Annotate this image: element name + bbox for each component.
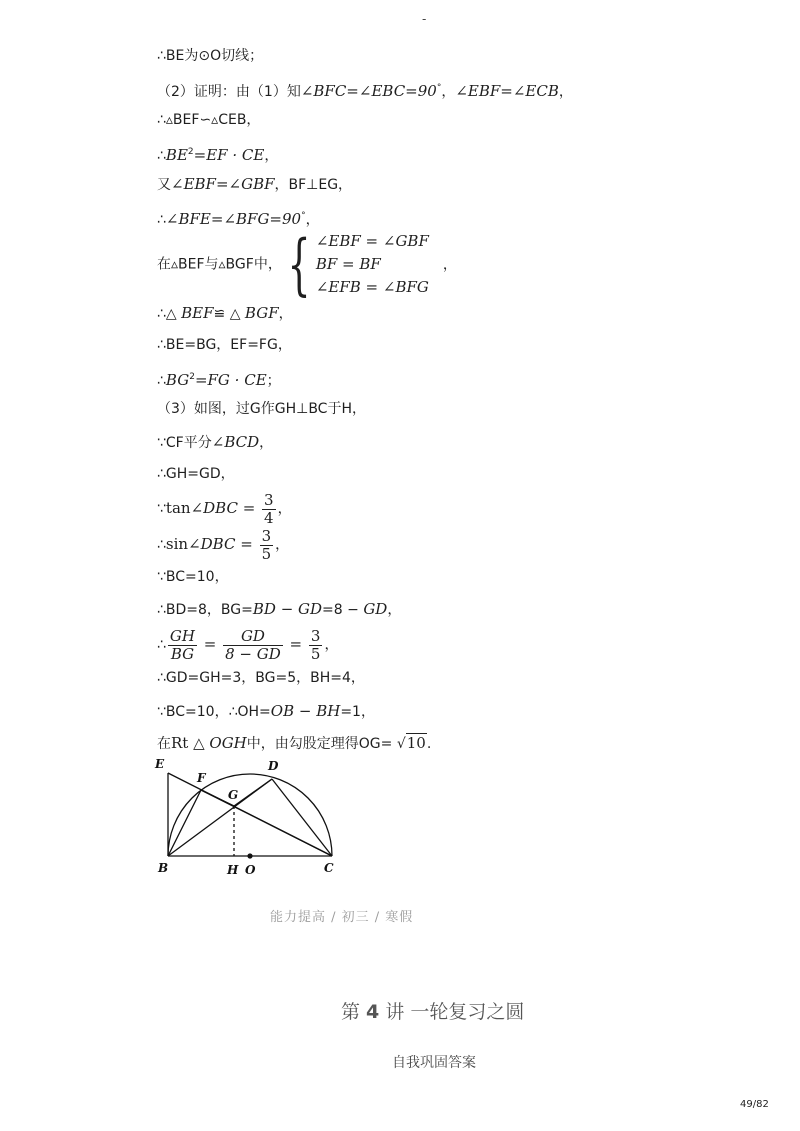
center-point-o	[247, 853, 252, 858]
solution-line-14	[157, 488, 292, 529]
line-text: ≌ △	[213, 306, 245, 322]
math-expr: GD	[363, 600, 388, 618]
solution-line-7	[157, 225, 457, 303]
solution-line-19	[157, 668, 365, 688]
line-text: ∴	[157, 148, 166, 164]
line-text: ∴△	[157, 306, 182, 322]
math-expr: =FG · CE	[194, 371, 267, 389]
denominator: 4	[264, 508, 274, 527]
math-expr: OB − BH	[270, 702, 341, 720]
chapter-name: 讲 一轮复习之圆	[379, 1001, 525, 1023]
fraction	[260, 528, 274, 563]
line-text: ，	[441, 84, 456, 100]
chapter-prefix: 第	[341, 1001, 367, 1023]
math-expr: BG	[165, 371, 190, 389]
header-mark: -	[422, 12, 427, 26]
math-expr: =EF · CE	[193, 146, 265, 164]
math-expr: BE	[165, 146, 188, 164]
solution-line-18	[157, 624, 338, 665]
math-expr: BD − GD	[252, 600, 323, 618]
equation-row: ∠EFB = ∠BFG	[315, 278, 429, 296]
geometry-diagram	[150, 752, 360, 877]
segment-dg	[234, 779, 272, 806]
solution-line-10	[157, 367, 281, 391]
sqrt-expr	[397, 736, 427, 752]
fraction	[262, 492, 276, 527]
line-text: ，	[442, 256, 457, 273]
solution-line-1	[157, 46, 263, 66]
line-text: ，	[324, 637, 339, 653]
footer-breadcrumb: 能力提高 / 初三 / 寒假	[270, 910, 414, 925]
line-text: ，	[305, 212, 320, 228]
numerator: 3	[310, 626, 321, 645]
geometry-figure	[150, 752, 360, 881]
line-text: ，	[558, 84, 573, 100]
line-text: （3）如图，过G作GH⊥BC于H，	[157, 401, 366, 417]
solution-line-4	[157, 142, 278, 166]
point-label-h: H	[227, 863, 239, 877]
point-label-c: C	[324, 861, 334, 875]
numerator: 3	[264, 490, 274, 509]
line-text: ∴GD=GH=3，BG=5，BH=4，	[157, 670, 365, 686]
math-func: sin	[165, 535, 189, 553]
equation-system	[316, 230, 429, 299]
line-text: 在▵BEF与▵BGF中，	[157, 256, 282, 273]
solution-line-21	[157, 733, 431, 754]
sqrt-sign: √	[396, 736, 406, 752]
degree-mark: °	[301, 211, 306, 221]
math-expr: ∠EBF=∠ECB	[455, 82, 559, 100]
solution-line-12	[157, 432, 273, 453]
line-text: =1，	[340, 704, 375, 720]
line-text: 又	[157, 177, 171, 193]
fraction	[168, 628, 197, 663]
line-text: ∴GH=GD，	[157, 466, 235, 482]
point-label-d: D	[268, 759, 279, 773]
solution-line-20	[157, 701, 375, 722]
line-text: 中，由勾股定理得OG=	[246, 736, 397, 752]
line-text: =8 −	[322, 602, 364, 618]
line-text: ，BF⊥EG，	[274, 177, 353, 193]
equation-row: ∠EBF = ∠GBF	[315, 232, 429, 250]
segment-bf	[168, 790, 201, 856]
fraction	[223, 628, 283, 663]
solution-line-8	[157, 303, 293, 324]
solution-line-2	[157, 78, 573, 102]
point-label-g: G	[228, 788, 239, 802]
line-text: .	[426, 736, 432, 752]
line-text: ∴BE为⊙O切线；	[157, 48, 264, 64]
solution-line-16	[157, 567, 229, 587]
line-text: ∵CF平分	[157, 435, 212, 451]
equation-row: BF = BF	[315, 255, 381, 273]
fraction	[309, 628, 323, 663]
solution-line-9	[157, 335, 292, 355]
point-label-o: O	[245, 863, 256, 877]
line-text: ∴▵BEF∽▵CEB，	[157, 112, 261, 128]
math-expr: ∠DBC =	[188, 535, 258, 553]
line-text: ∴	[157, 637, 166, 653]
math-expr: ∠BFC=∠EBC=90	[300, 82, 437, 100]
line-text: ；	[266, 373, 281, 389]
line-text: ，	[387, 602, 402, 618]
point-label-e: E	[155, 757, 165, 771]
radicand: 10	[406, 734, 426, 752]
line-text: ，	[278, 306, 293, 322]
page-number: 49/82	[740, 1099, 769, 1110]
numerator: 3	[261, 526, 272, 545]
math-expr: Rt △	[171, 734, 210, 752]
line-text: 在	[157, 736, 171, 752]
line-text: ∴	[157, 212, 166, 228]
line-text: （2）证明：由（1）知	[157, 84, 301, 100]
numerator: GD	[223, 628, 283, 646]
math-func: tan	[165, 499, 191, 517]
line-text: ∵	[157, 501, 166, 517]
math-expr: ∠DBC =	[190, 499, 261, 517]
line-text: ，	[277, 501, 292, 517]
equals: =	[284, 635, 307, 653]
section-subheading: 自我巩固答案	[392, 1055, 476, 1071]
solution-line-13	[157, 464, 235, 484]
denominator: 5	[310, 644, 321, 663]
point-label-f: F	[197, 771, 206, 785]
brace-symbol: {	[287, 225, 311, 303]
math-expr: BEF	[181, 304, 214, 322]
solution-line-15	[157, 524, 289, 565]
solution-line-3	[157, 110, 260, 130]
math-expr: OGH	[209, 734, 247, 752]
denominator: BG	[170, 644, 195, 663]
line-text: ，	[259, 435, 274, 451]
math-expr: ∠EBF=∠GBF	[171, 175, 275, 193]
denominator: 8 − GD	[225, 644, 281, 663]
line-text: ，	[275, 537, 290, 553]
math-expr: BGF	[244, 304, 279, 322]
line-text: ∴BD=8，BG=	[157, 602, 253, 618]
exponent: 2	[189, 372, 195, 382]
point-label-b: B	[158, 861, 169, 875]
numerator: GH	[169, 626, 195, 645]
line-text: ∴	[157, 373, 166, 389]
line-text: ∴	[157, 537, 166, 553]
equals: =	[199, 635, 222, 653]
line-text: ∵BC=10，∴OH=	[157, 704, 271, 720]
math-expr: ∠BCD	[211, 433, 260, 451]
chapter-title	[341, 997, 524, 1024]
chapter-number: 4	[366, 1001, 380, 1023]
line-text: ∵BC=10，	[157, 569, 229, 585]
solution-line-11	[157, 399, 366, 419]
denominator: 5	[261, 544, 272, 563]
math-expr: ∠BFE=∠BFG=90	[165, 210, 302, 228]
line-text: ∴BE=BG，EF=FG，	[157, 337, 292, 353]
exponent: 2	[187, 147, 194, 157]
line-text: ，	[264, 148, 279, 164]
degree-mark: °	[436, 83, 442, 93]
solution-line-5	[157, 174, 352, 195]
solution-line-17	[157, 599, 401, 620]
